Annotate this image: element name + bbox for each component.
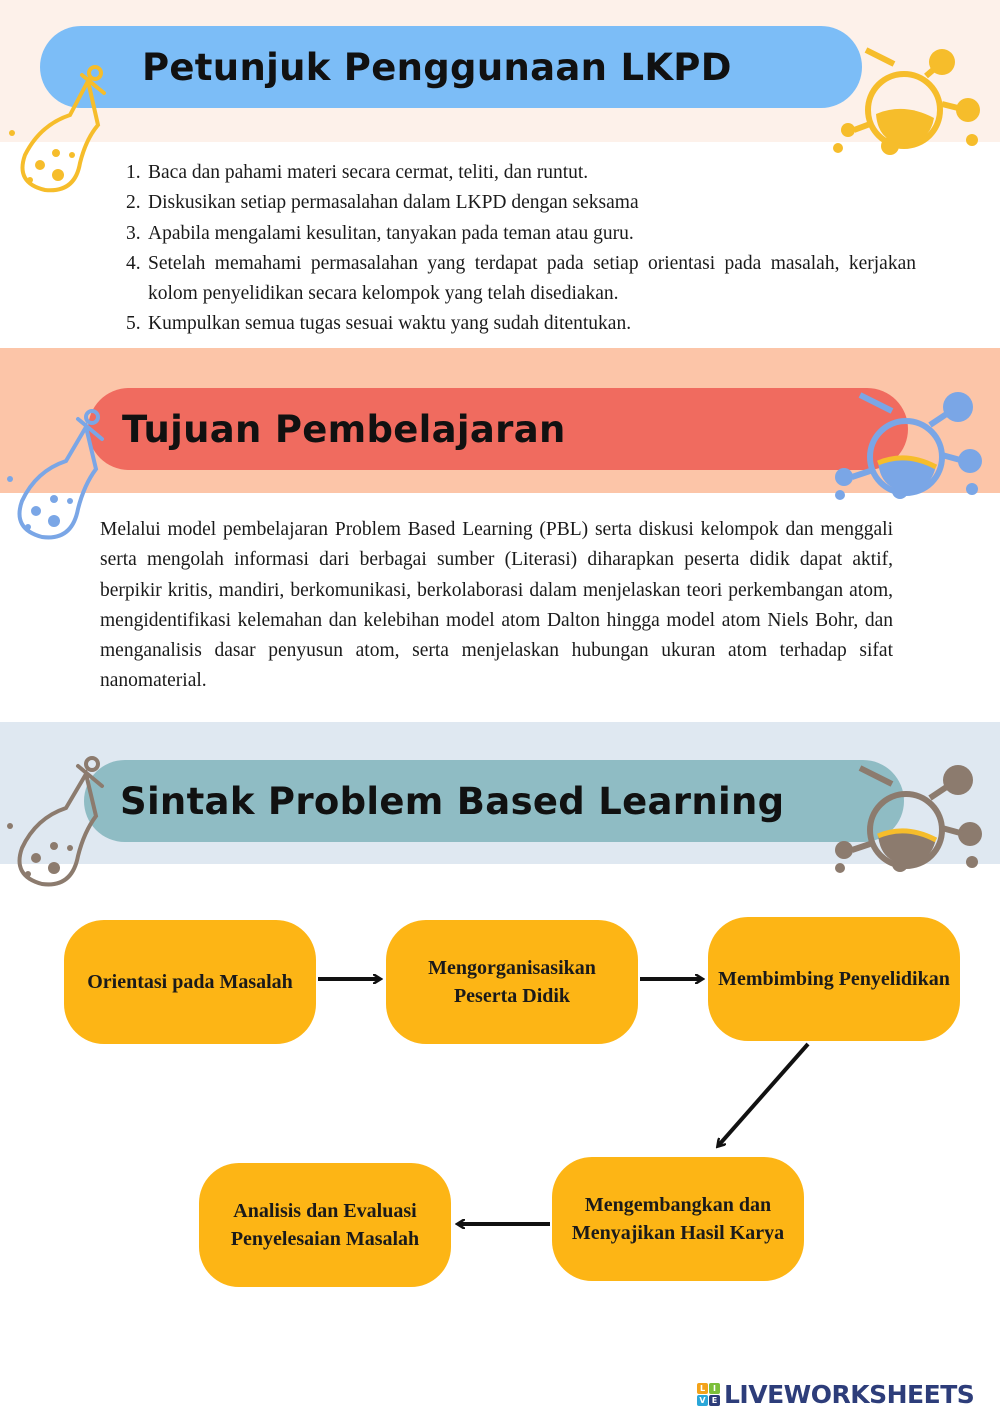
- goals-paragraph: Melalui model pembelajaran Problem Based Learning (PBL) serta diskusi kelompok dan menggali serta mengolah informasi dari berbagai sumber (Literasi) diharapkan peserta didik dapat aktif, berpikir kritis, mandiri, berkomunikasi, berkolaborasi dalam menjelaskan teori perkembangan atom, mengidentifikasi kelemahan dan kelebihan model atom Dalton hingga model atom Niels Bohr, dan menganalisis dasar penyusun atom, serta menjelaskan hubungan ukuran atom terhadap sifat nanomaterial.: [100, 519, 893, 692]
- instructions-title: Petunjuk Penggunaan LKPD: [40, 26, 862, 108]
- flow-step-develop: Mengembangkan dan Menyajikan Hasil Karya: [552, 1157, 804, 1281]
- liveworksheets-icon: L I V E: [697, 1383, 720, 1406]
- flow-step-orientation: Orientasi pada Masalah: [64, 920, 316, 1044]
- liveworksheets-logo[interactable]: [697, 1379, 974, 1409]
- flow-step-analyze: Analisis dan Evaluasi Penyelesaian Masalah: [199, 1163, 451, 1287]
- list-item: 5. Kumpulkan semua tugas sesuai waktu yang sudah ditentukan.: [126, 313, 632, 335]
- list-item: 4. Setelah memahami permasalahan yang terdapat pada setiap orientasi pada masalah, kerjakan kolom penyelidikan secara kelompok yang telah disediakan.: [126, 252, 916, 305]
- list-item: 3. Apabila mengalami kesulitan, tanyakan pada teman atau guru.: [126, 222, 634, 244]
- arrow-3-4: [718, 1044, 808, 1146]
- syntax-title: Sintak Problem Based Learning: [84, 760, 904, 842]
- brand-text: LIVEWORKSHEETS: [724, 1379, 975, 1409]
- flow-step-guide: Membimbing Penyelidikan: [708, 917, 960, 1041]
- flow-step-organize: Mengorganisasikan Peserta Didik: [386, 920, 638, 1044]
- goals-title: Tujuan Pembelajaran: [88, 388, 908, 470]
- list-item: 2. Diskusikan setiap permasalahan dalam LKPD dengan seksama: [126, 192, 639, 214]
- list-item: 1. Baca dan pahami materi secara cermat, teliti, dan runtut.: [126, 162, 589, 183]
